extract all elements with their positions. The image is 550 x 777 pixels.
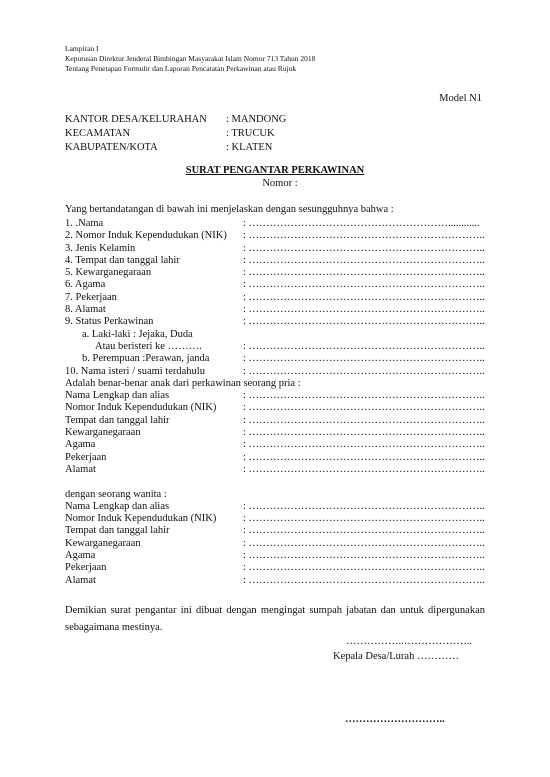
field-label: 9. Status Perkawinan xyxy=(65,316,154,328)
field-label: 4. Tempat dan tanggal lahir xyxy=(65,254,180,266)
field-label: Nama Lengkap dan alias xyxy=(65,390,170,402)
field-value: : ………………………………………………………….. xyxy=(243,365,485,377)
field-value: : …………………………………………………............ xyxy=(243,218,480,229)
form-row xyxy=(65,304,485,316)
form-row xyxy=(65,476,485,488)
signature-place-date: ……………..……………….. xyxy=(346,636,472,647)
office-row xyxy=(65,113,286,127)
office-value: : KLATEN xyxy=(226,142,273,153)
form-row xyxy=(65,279,485,291)
signature-name: ……………………….. xyxy=(345,714,445,725)
field-label: Agama xyxy=(65,439,96,451)
field-label: Alamat xyxy=(65,574,96,586)
field-value: : ………………………………………………………….. xyxy=(243,414,485,426)
field-value: : ………………………………………………………….. xyxy=(243,463,485,475)
field-value: : ………………………………………………………….. xyxy=(243,525,485,537)
form-row xyxy=(65,550,485,562)
field-value: : ………………………………………………………….. xyxy=(243,316,485,328)
field-label: dengan seorang wanita : xyxy=(65,488,167,500)
intro-text: Yang bertandatangan di bawah ini menjelaskan dengan sesungguhnya bahwa : xyxy=(65,204,394,215)
field-label: Kewarganegaraan xyxy=(65,537,141,549)
field-value: : ………………………………………………………….. xyxy=(243,254,485,266)
field-label: 8. Alamat xyxy=(65,304,106,316)
closing-paragraph: Demikian surat pengantar ini dibuat dengan mengingat sumpah jabatan dan untuk dipergunakan sebagaimana mestinya. xyxy=(65,605,485,633)
field-value: : ………………………………………………………….. xyxy=(243,402,485,414)
form-row xyxy=(65,513,485,525)
form-row xyxy=(65,452,485,464)
form-row xyxy=(65,329,485,341)
field-value: : ………………………………………………………….. xyxy=(243,537,485,549)
form-row xyxy=(65,489,485,501)
field-label: 2. Nomor Induk Kependudukan (NIK) xyxy=(65,230,227,242)
field-label: 1. .Nama xyxy=(65,218,104,229)
office-label: KABUPATEN/KOTA xyxy=(65,142,158,153)
form-row xyxy=(65,378,485,390)
field-label: 10. Nama isteri / suami terdahulu xyxy=(65,365,205,377)
form-row xyxy=(65,464,485,476)
field-label: 5. Kewarganegaraan xyxy=(65,267,152,279)
header-line-1: Lampiran I xyxy=(65,44,99,53)
field-value: : ………………………………………………………….. xyxy=(243,427,485,439)
field-label: Kewarganegaraan xyxy=(65,427,141,439)
field-value: : ………………………………………………………….. xyxy=(243,550,485,562)
office-row xyxy=(65,127,286,141)
field-label: Nama Lengkap dan alias xyxy=(65,500,170,512)
office-value: : MANDONG xyxy=(226,114,287,125)
office-value: : TRUCUK xyxy=(226,128,275,139)
field-value: : ………………………………………………………….. xyxy=(243,242,485,254)
field-label: Alamat xyxy=(65,463,96,475)
field-value: : ………………………………………………………….. xyxy=(243,279,485,291)
field-label: Pekerjaan xyxy=(65,451,107,463)
field-label: Nomor Induk Kependudukan (NIK) xyxy=(65,402,217,414)
form-row xyxy=(65,366,485,378)
field-value: : ………………………………………………………….. xyxy=(243,340,485,352)
office-row xyxy=(65,141,286,155)
form-row xyxy=(65,218,485,230)
field-label: a. Laki-laki : Jejaka, Duda xyxy=(82,328,193,340)
document-title: SURAT PENGANTAR PERKAWINAN xyxy=(185,165,365,176)
model-code: Model N1 xyxy=(439,93,482,104)
field-label: 3. Jenis Kelamin xyxy=(65,242,136,254)
form-row xyxy=(65,562,485,574)
form-row xyxy=(65,575,485,587)
field-label: Adalah benar-benar anak dari perkawinan seorang pria : xyxy=(65,377,301,389)
office-label: KANTOR DESA/KELURAHAN xyxy=(65,114,207,125)
field-value: : ………………………………………………………….. xyxy=(243,230,485,242)
field-value: : ………………………………………………………….. xyxy=(243,267,485,279)
field-label: 6. Agama xyxy=(65,279,106,291)
form-row xyxy=(65,255,485,267)
field-label: Nomor Induk Kependudukan (NIK) xyxy=(65,513,217,525)
form-row xyxy=(65,402,485,414)
field-value: : ………………………………………………………….. xyxy=(243,451,485,463)
field-value: : ………………………………………………………….. xyxy=(243,513,485,525)
field-value: : ………………………………………………………….. xyxy=(243,574,485,586)
form-row xyxy=(65,292,485,304)
form-row xyxy=(65,230,485,242)
signature-title: Kepala Desa/Lurah ………… xyxy=(333,651,459,662)
form-row xyxy=(65,243,485,255)
form-row xyxy=(65,316,485,328)
field-label xyxy=(65,476,243,488)
form-row xyxy=(65,341,485,353)
field-value: : ………………………………………………………….. xyxy=(243,439,485,451)
field-label: Atau beristeri ke ………. xyxy=(95,340,202,352)
field-label: Pekerjaan xyxy=(65,562,107,574)
form-row xyxy=(65,390,485,402)
field-value: : ………………………………………………………….. xyxy=(243,353,485,365)
field-value xyxy=(243,476,485,488)
office-info xyxy=(65,113,286,155)
form-fields xyxy=(65,218,485,587)
field-label: b. Perempuan :Perawan, janda xyxy=(82,353,210,365)
field-value: : ………………………………………………………….. xyxy=(243,304,485,316)
field-label: Tempat dan tanggal lahir xyxy=(65,525,170,537)
form-row xyxy=(65,525,485,537)
field-value: : ………………………………………………………….. xyxy=(243,500,485,512)
office-label: KECAMATAN xyxy=(65,128,131,139)
field-label: 7. Pekerjaan xyxy=(65,291,117,303)
field-label: Agama xyxy=(65,550,96,562)
form-row xyxy=(65,353,485,365)
header-line-3: Tentang Penetapan Formulir dan Laporan Pencatatan Perkawinan atau Rujuk xyxy=(65,64,297,73)
field-value: : ………………………………………………………….. xyxy=(243,390,485,402)
field-value: : ………………………………………………………….. xyxy=(243,291,485,303)
form-row xyxy=(65,501,485,513)
document-number: Nomor : xyxy=(262,178,298,189)
form-row xyxy=(65,427,485,439)
form-row xyxy=(65,267,485,279)
field-value: : ………………………………………………………….. xyxy=(243,562,485,574)
header-line-2: Keputusan Direktur Jenderal Bimbingan Masyarakat Islam Nomor 713 Tahun 2018 xyxy=(65,54,316,63)
form-row xyxy=(65,538,485,550)
field-value xyxy=(243,329,485,341)
form-row xyxy=(65,439,485,451)
form-row xyxy=(65,415,485,427)
field-label: Tempat dan tanggal lahir xyxy=(65,414,170,426)
